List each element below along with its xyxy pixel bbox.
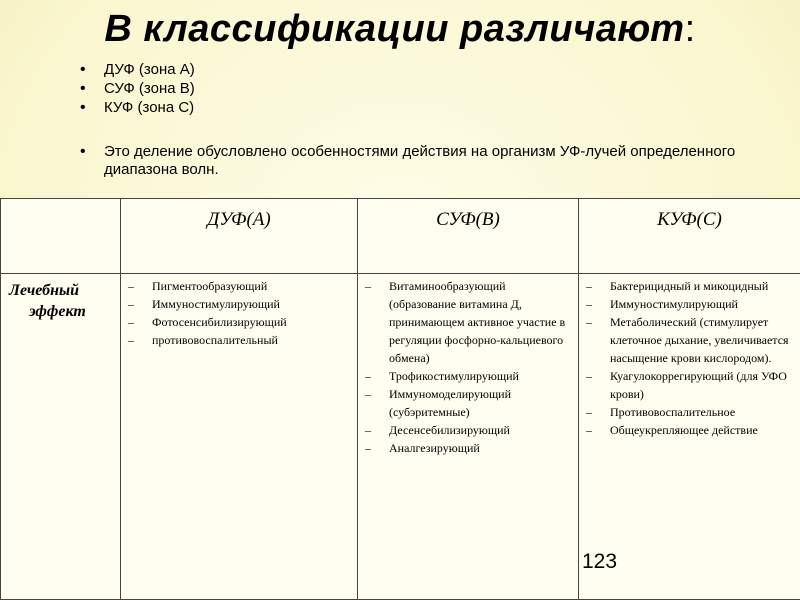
suf-list: [358, 274, 578, 457]
kuf-item: – Метаболический (стимулирует клеточное дыхание, увеличивается насыщение крови кислородом).: [579, 313, 796, 367]
header-empty: [1, 199, 121, 274]
slide-title: [0, 8, 800, 51]
zones-list: [76, 60, 195, 117]
row-label-line2: эффект: [29, 303, 86, 320]
kuf-item: – Общеукрепляющее действие: [579, 421, 796, 439]
kuf-item: – Противовоспалительное: [579, 403, 796, 421]
zone-item-b: • СУФ (зона В): [76, 79, 195, 98]
kuf-list: [579, 274, 800, 439]
suf-cell: [358, 274, 579, 600]
duf-item: – Пигментообразующий: [121, 277, 353, 295]
suf-item: – Иммуномоделирующий (субэритемные): [358, 385, 574, 421]
suf-item: – Десенсебилизирующий: [358, 421, 574, 439]
kuf-item: – Бактерицидный и микоцидный: [579, 277, 796, 295]
zone-item-c: • КУФ (зона С): [76, 98, 195, 117]
header-duf: ДУФ(А): [121, 199, 358, 274]
duf-cell: [121, 274, 358, 600]
duf-list: [121, 274, 357, 349]
kuf-item: – Куагулокоррегирующий (для УФО крови): [579, 367, 796, 403]
duf-item: – противовоспалительный: [121, 331, 353, 349]
row-label: [1, 274, 121, 600]
effects-table: [0, 198, 800, 600]
zone-item-a: • ДУФ (зона А): [76, 60, 195, 79]
duf-item: – Фотосенсибилизирующий: [121, 313, 353, 331]
duf-item: – Иммуностимулирующий: [121, 295, 353, 313]
header-suf: СУФ(В): [358, 199, 579, 274]
header-kuf: КУФ(С): [579, 199, 800, 274]
header-row: [1, 199, 800, 274]
kuf-item: – Иммуностимулирующий: [579, 295, 796, 313]
page-number: 123: [582, 550, 618, 573]
suf-item: – Трофикостимулирующий: [358, 367, 574, 385]
row-label-line1: Лечебный: [9, 282, 80, 299]
suf-item: – Аналгезирующий: [358, 439, 574, 457]
slide-title-text: В классификации различают: [104, 8, 685, 50]
slide-title-colon: :: [684, 8, 696, 50]
effect-row: [1, 274, 800, 600]
suf-item: – Витаминообразующий (образование витамина Д, принимающем активное участие в регуляции фосфорно-кальциевого обмена): [358, 277, 574, 367]
note-text: • Это деление обусловлено особенностями действия на организм УФ-лучей определенного диапазона волн.: [76, 143, 784, 179]
